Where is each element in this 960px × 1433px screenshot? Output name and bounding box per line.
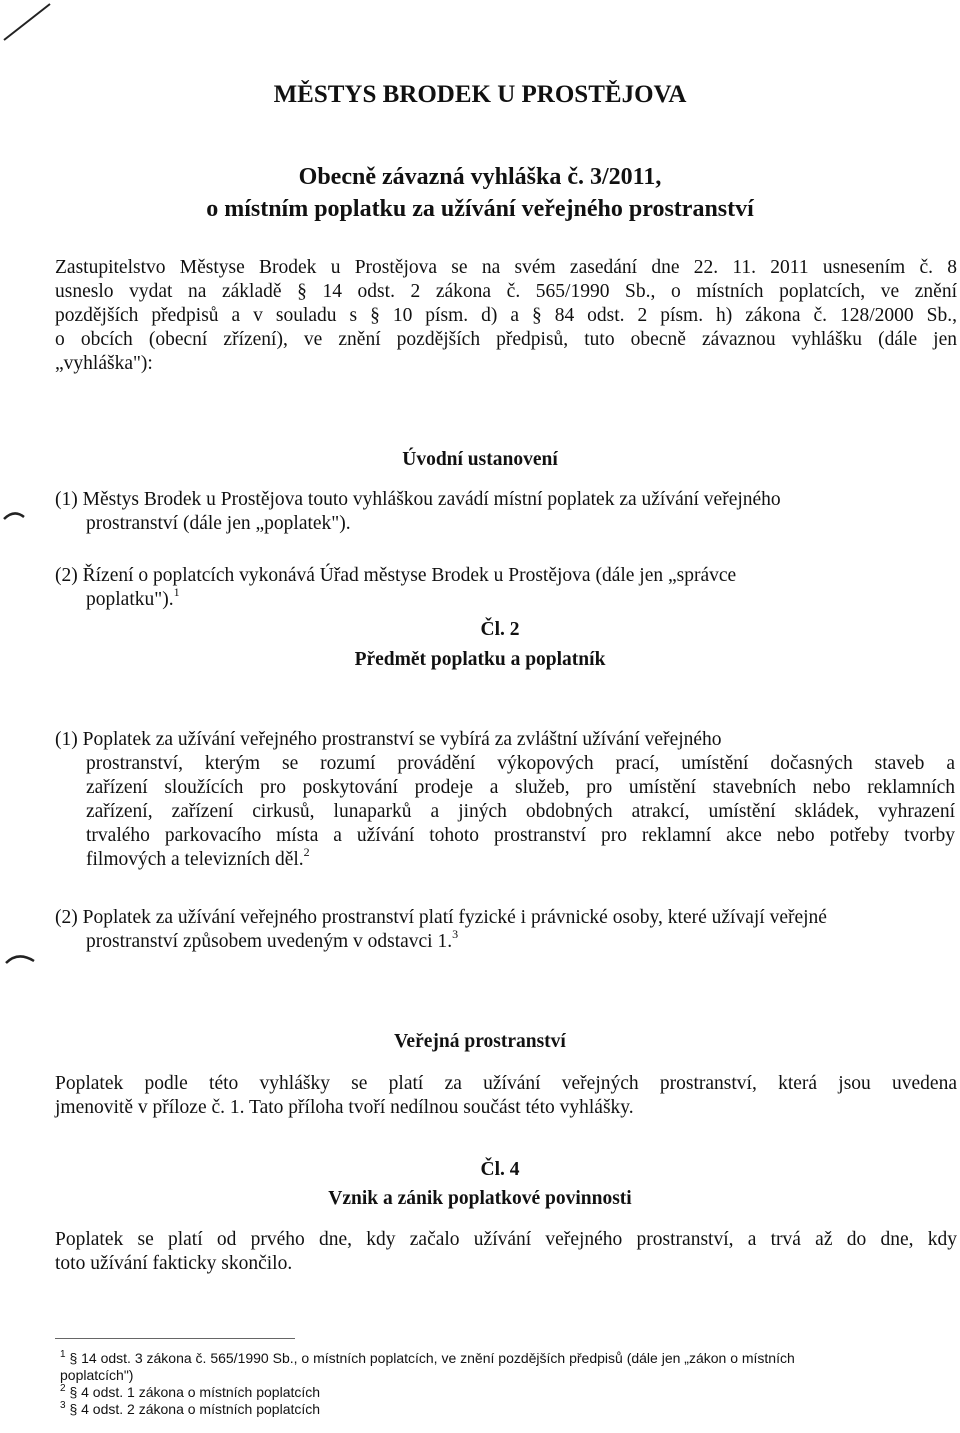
preamble-line: „vyhláška"): [55,353,153,374]
paragraph-line: prostranství (dále jen „poplatek"). [86,513,351,534]
paragraph-text: prostranství způsobem uvedeným v odstavci 1. [86,931,453,952]
footnote-number: 2 [60,1383,66,1394]
footnote-item [60,1401,955,1418]
paragraph [55,728,955,872]
paragraph [55,906,955,954]
paragraph-line: Poplatek se platí od prvého dne, kdy začalo užívání veřejného prostranství, a trvá až do dne, kdy [55,1229,957,1250]
paragraph-line [55,585,955,612]
municipality-title: MĚSTYS BRODEK U PROSTĚJOVA [273,81,687,108]
paragraph-line: (2) Poplatek za užívání veřejného prostranství platí fyzické i právnické osoby, které užívají veřejné [55,907,827,928]
article-heading: Veřejná prostranství [394,1031,566,1052]
footnote-ref: 2 [303,845,310,859]
article-heading: Vznik a zánik poplatkové povinnosti [328,1188,632,1209]
paragraph [55,564,955,612]
paragraph-line: (1) Poplatek za užívání veřejného prostranství se vybírá za zvláštní užívání veřejného [55,729,722,750]
article-heading: Úvodní ustanovení [402,449,558,470]
paragraph-line: Poplatek podle této vyhlášky se platí za užívání veřejných prostranství, která jsou uvedena [55,1073,957,1094]
article-heading: Předmět poplatku a poplatník [354,649,606,670]
footnote-item [60,1350,955,1367]
footnotes [60,1350,955,1418]
paragraph-line: toto užívání fakticky skončilo. [55,1253,293,1274]
paragraph-line: trvalého parkovacího místa a užívání tohoto prostranství pro reklamní akce nebo potřeby tvorby [86,825,955,846]
article-number: Čl. 4 [480,1159,520,1180]
paragraph [55,1228,957,1276]
paragraph-text: poplatku"). [86,589,174,610]
paragraph-text: filmových a televizních děl. [86,849,304,870]
preamble-line: o obcích (obecní zřízení), ve znění pozdějších předpisů, tuto obecně závaznou vyhlášku (dále jen [55,329,957,350]
footnote-item: poplatcích") [60,1367,134,1383]
paragraph-line: jmenovitě v příloze č. 1. Tato příloha tvoří nedílnou součást této vyhlášky. [55,1097,634,1118]
footnote-ref: 1 [173,585,180,599]
paragraph-line: (1) Městys Brodek u Prostějova touto vyhláškou zavádí místní poplatek za užívání veřejného [55,489,781,510]
article-number: Čl. 2 [480,619,520,640]
paragraph-line: prostranství, kterým se rozumí provádění výkopových prací, umístění dočasných staveb a [86,753,955,774]
paragraph-line: zařízení sloužících pro poskytování prodeje a služeb, pro umístění stavebních nebo reklamních [86,777,955,798]
footnote-text: § 4 odst. 2 zákona o místních poplatcích [69,1401,321,1417]
preamble [55,256,957,376]
margin-tick-mark [0,505,30,525]
preamble-line: usneslo vydat na základě § 14 odst. 2 zákona č. 565/1990 Sb., o místních poplatcích, ve znění [55,281,957,302]
paragraph-line [86,845,955,872]
footnote-number: 3 [60,1400,66,1411]
footnote-text: § 4 odst. 1 zákona o místních poplatcích [69,1384,321,1400]
footnote-separator [55,1338,295,1339]
preamble-line: pozdějších předpisů a v souladu s § 10 písm. d) a § 84 odst. 2 písm. h) zákona č. 128/2000 Sb., [55,305,957,326]
footnote-number: 1 [60,1349,66,1360]
margin-tick-mark [0,945,40,971]
document-title: Obecně závazná vyhláška č. 3/2011, [298,164,662,190]
footnote-ref: 3 [452,927,459,941]
paragraph [55,1072,957,1120]
paragraph-line: (2) Řízení o poplatcích vykonává Úřad městyse Brodek u Prostějova (dále jen „správce [55,565,737,586]
document-subtitle: o místním poplatku za užívání veřejného prostranství [206,196,754,222]
preamble-line: Zastupitelstvo Městyse Brodek u Prostějova se na svém zasedání dne 22. 11. 2011 usnesením č. 8 [55,257,957,278]
footnote-item [60,1384,955,1401]
paragraph-line: zařízení, zařízení cirkusů, lunaparků a jiných obdobných atrakcí, umístění skládek, vyhrazení [86,801,955,822]
paragraph [55,488,955,536]
pen-stroke-mark [0,0,60,50]
footnote-text: § 14 odst. 3 zákona č. 565/1990 Sb., o místních poplatcích, ve znění pozdějších předpisů (dále jen „zákon o místních [69,1350,795,1366]
paragraph-line [55,927,955,954]
